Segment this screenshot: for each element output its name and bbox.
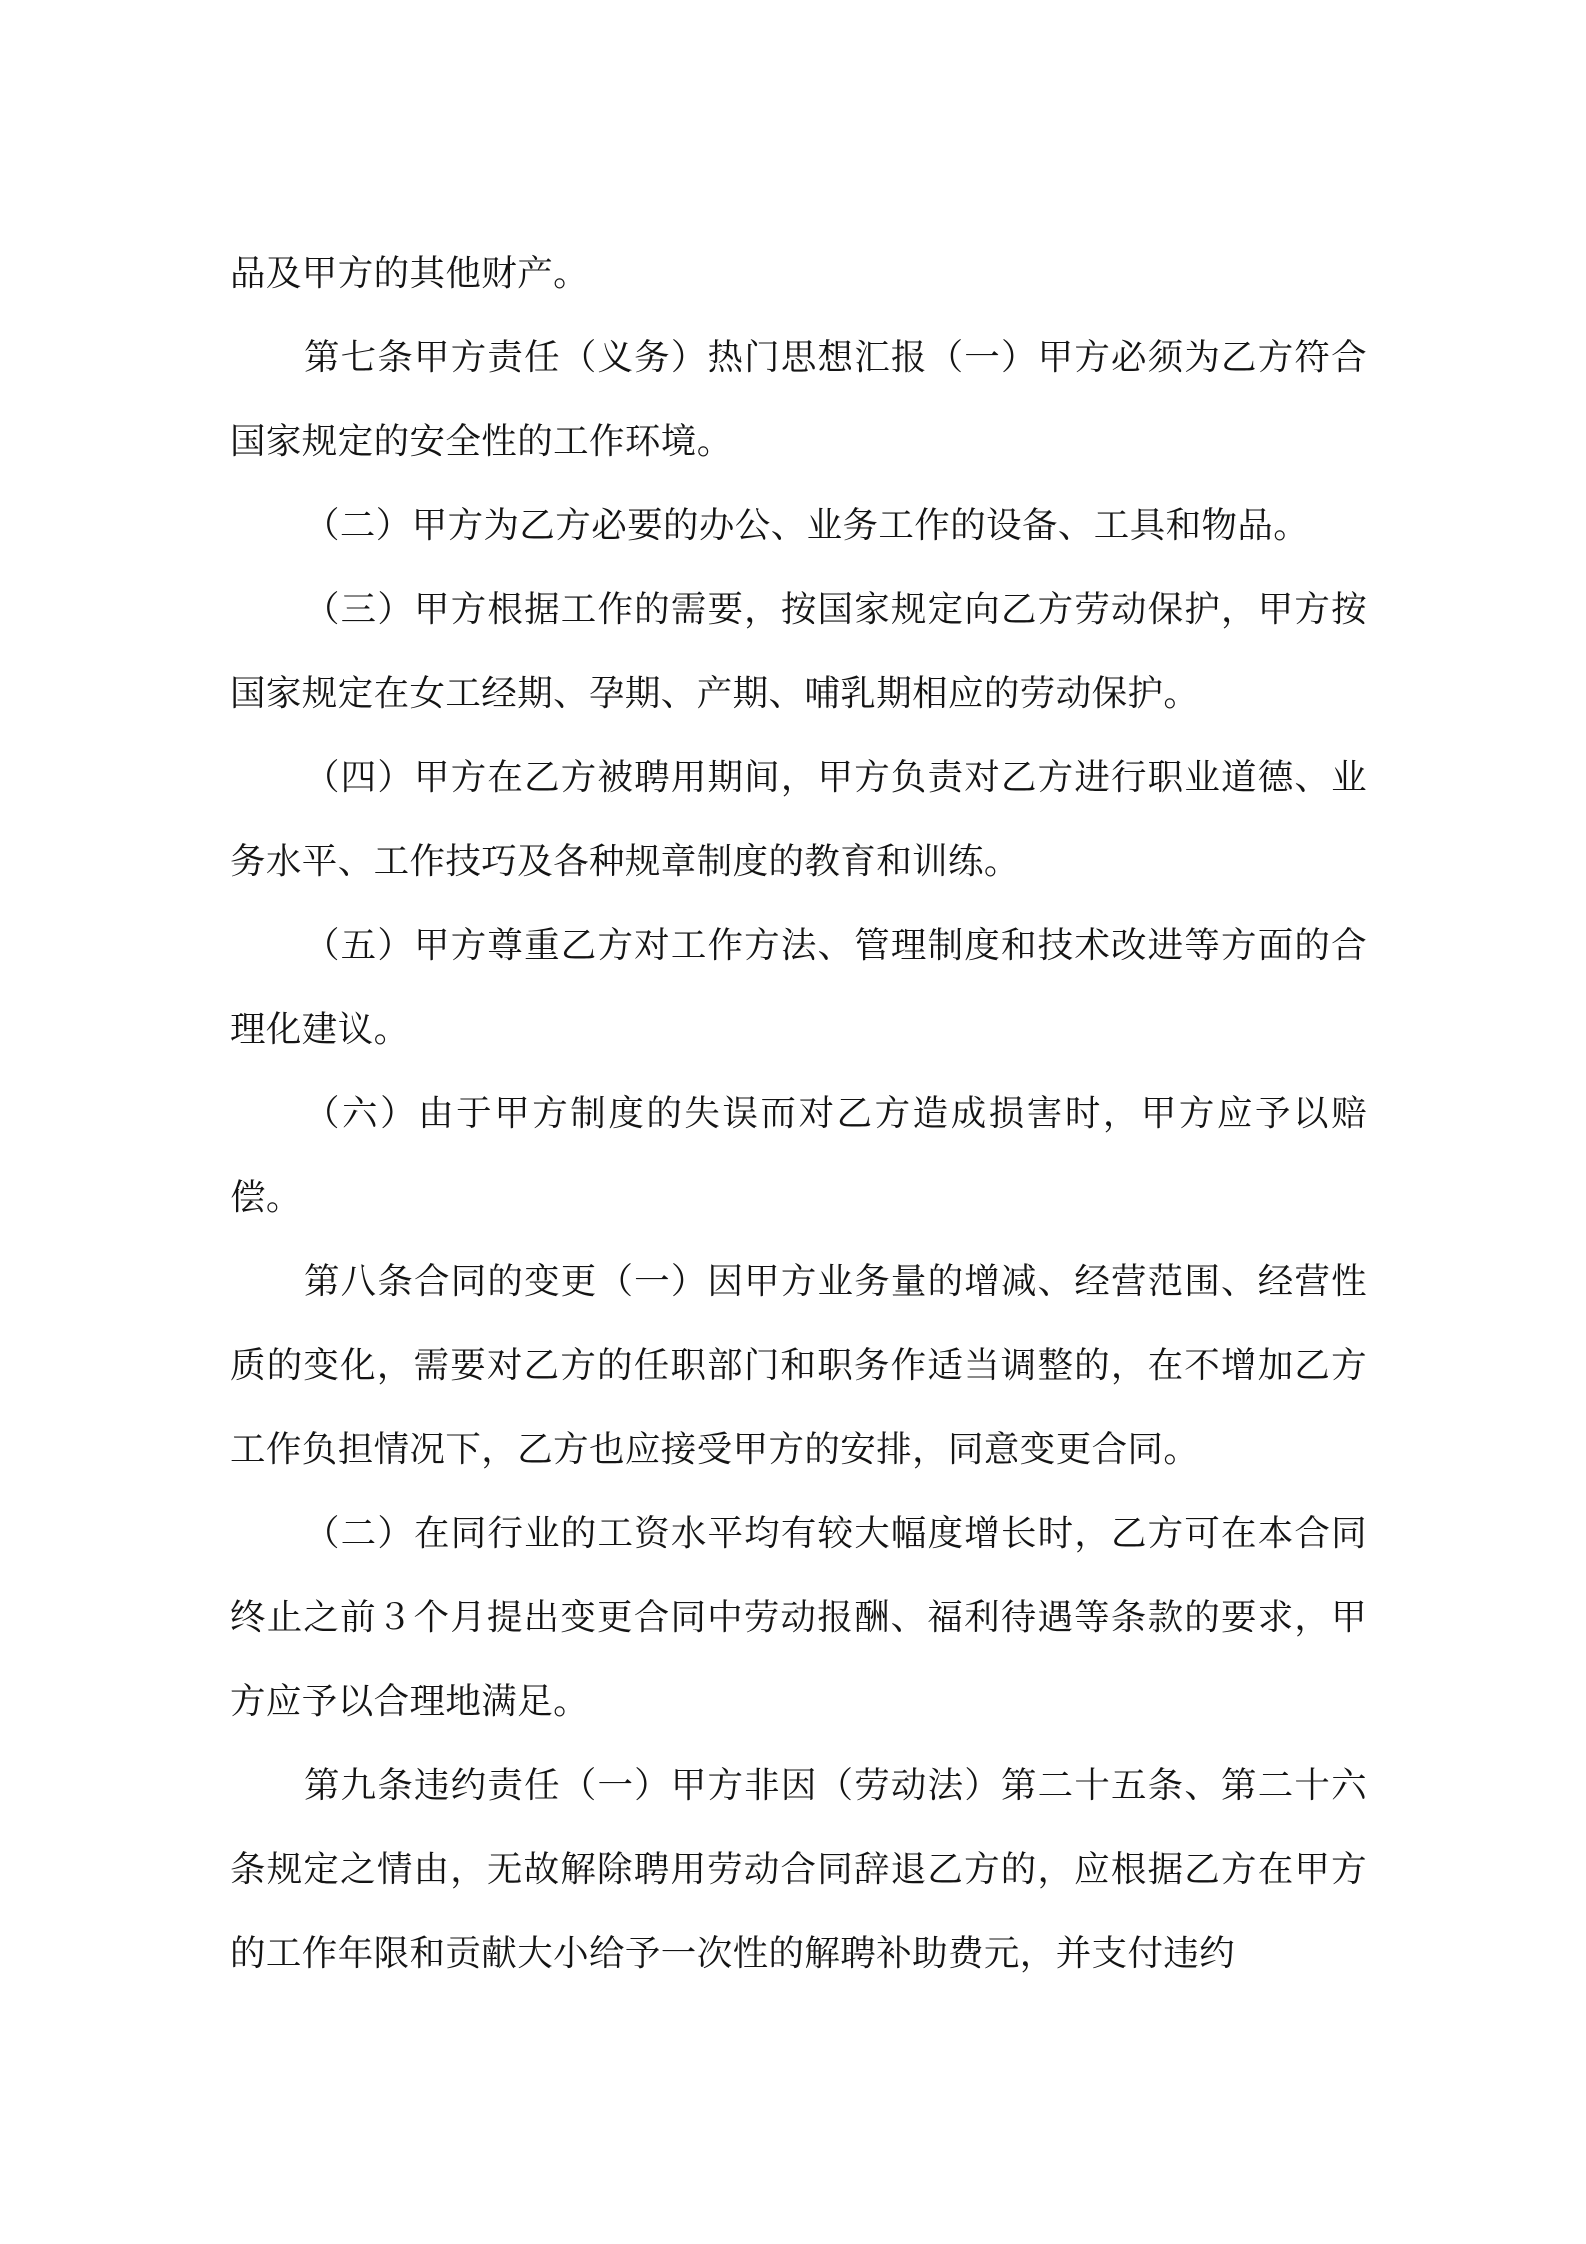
paragraph-article-9-intro: 第九条违约责任（一）甲方非因（劳动法）第二十五条、第二十六条规定之情由，无故解除聘用劳动合同辞退乙方的，应根据乙方在甲方的工作年限和贡献大小给予一次性的解聘补助费元，并支付违约 [230, 1765, 1367, 1974]
paragraph-article-7-item-3: （三）甲方根据工作的需要，按国家规定向乙方劳动保护，甲方按国家规定在女工经期、孕期、产期、哺乳期相应的劳动保护。 [230, 589, 1367, 714]
paragraph-article-7-item-4: （四）甲方在乙方被聘用期间，甲方负责对乙方进行职业道德、业务水平、工作技巧及各种规章制度的教育和训练。 [230, 757, 1367, 882]
document-body [230, 232, 1367, 1996]
paragraph-property-continuation: 品及甲方的其他财产。 [230, 253, 590, 294]
paragraph-article-8-intro: 第八条合同的变更（一）因甲方业务量的增减、经营范围、经营性质的变化，需要对乙方的任职部门和职务作适当调整的，在不增加乙方工作负担情况下，乙方也应接受甲方的安排，同意变更合同。 [230, 1261, 1367, 1470]
paragraph-article-7-item-2: （二）甲方为乙方必要的办公、业务工作的设备、工具和物品。 [304, 505, 1310, 546]
paragraph-article-7-intro: 第七条甲方责任（义务）热门思想汇报（一）甲方必须为乙方符合国家规定的安全性的工作环境。 [230, 337, 1367, 462]
paragraph-article-7-item-5: （五）甲方尊重乙方对工作方法、管理制度和技术改进等方面的合理化建议。 [230, 925, 1367, 1050]
paragraph-article-8-item-2: （二）在同行业的工资水平均有较大幅度增长时，乙方可在本合同终止之前３个月提出变更合同中劳动报酬、福利待遇等条款的要求，甲方应予以合理地满足。 [230, 1513, 1367, 1722]
paragraph-article-7-item-6: （六）由于甲方制度的失误而对乙方造成损害时，甲方应予以赔偿。 [230, 1093, 1367, 1218]
